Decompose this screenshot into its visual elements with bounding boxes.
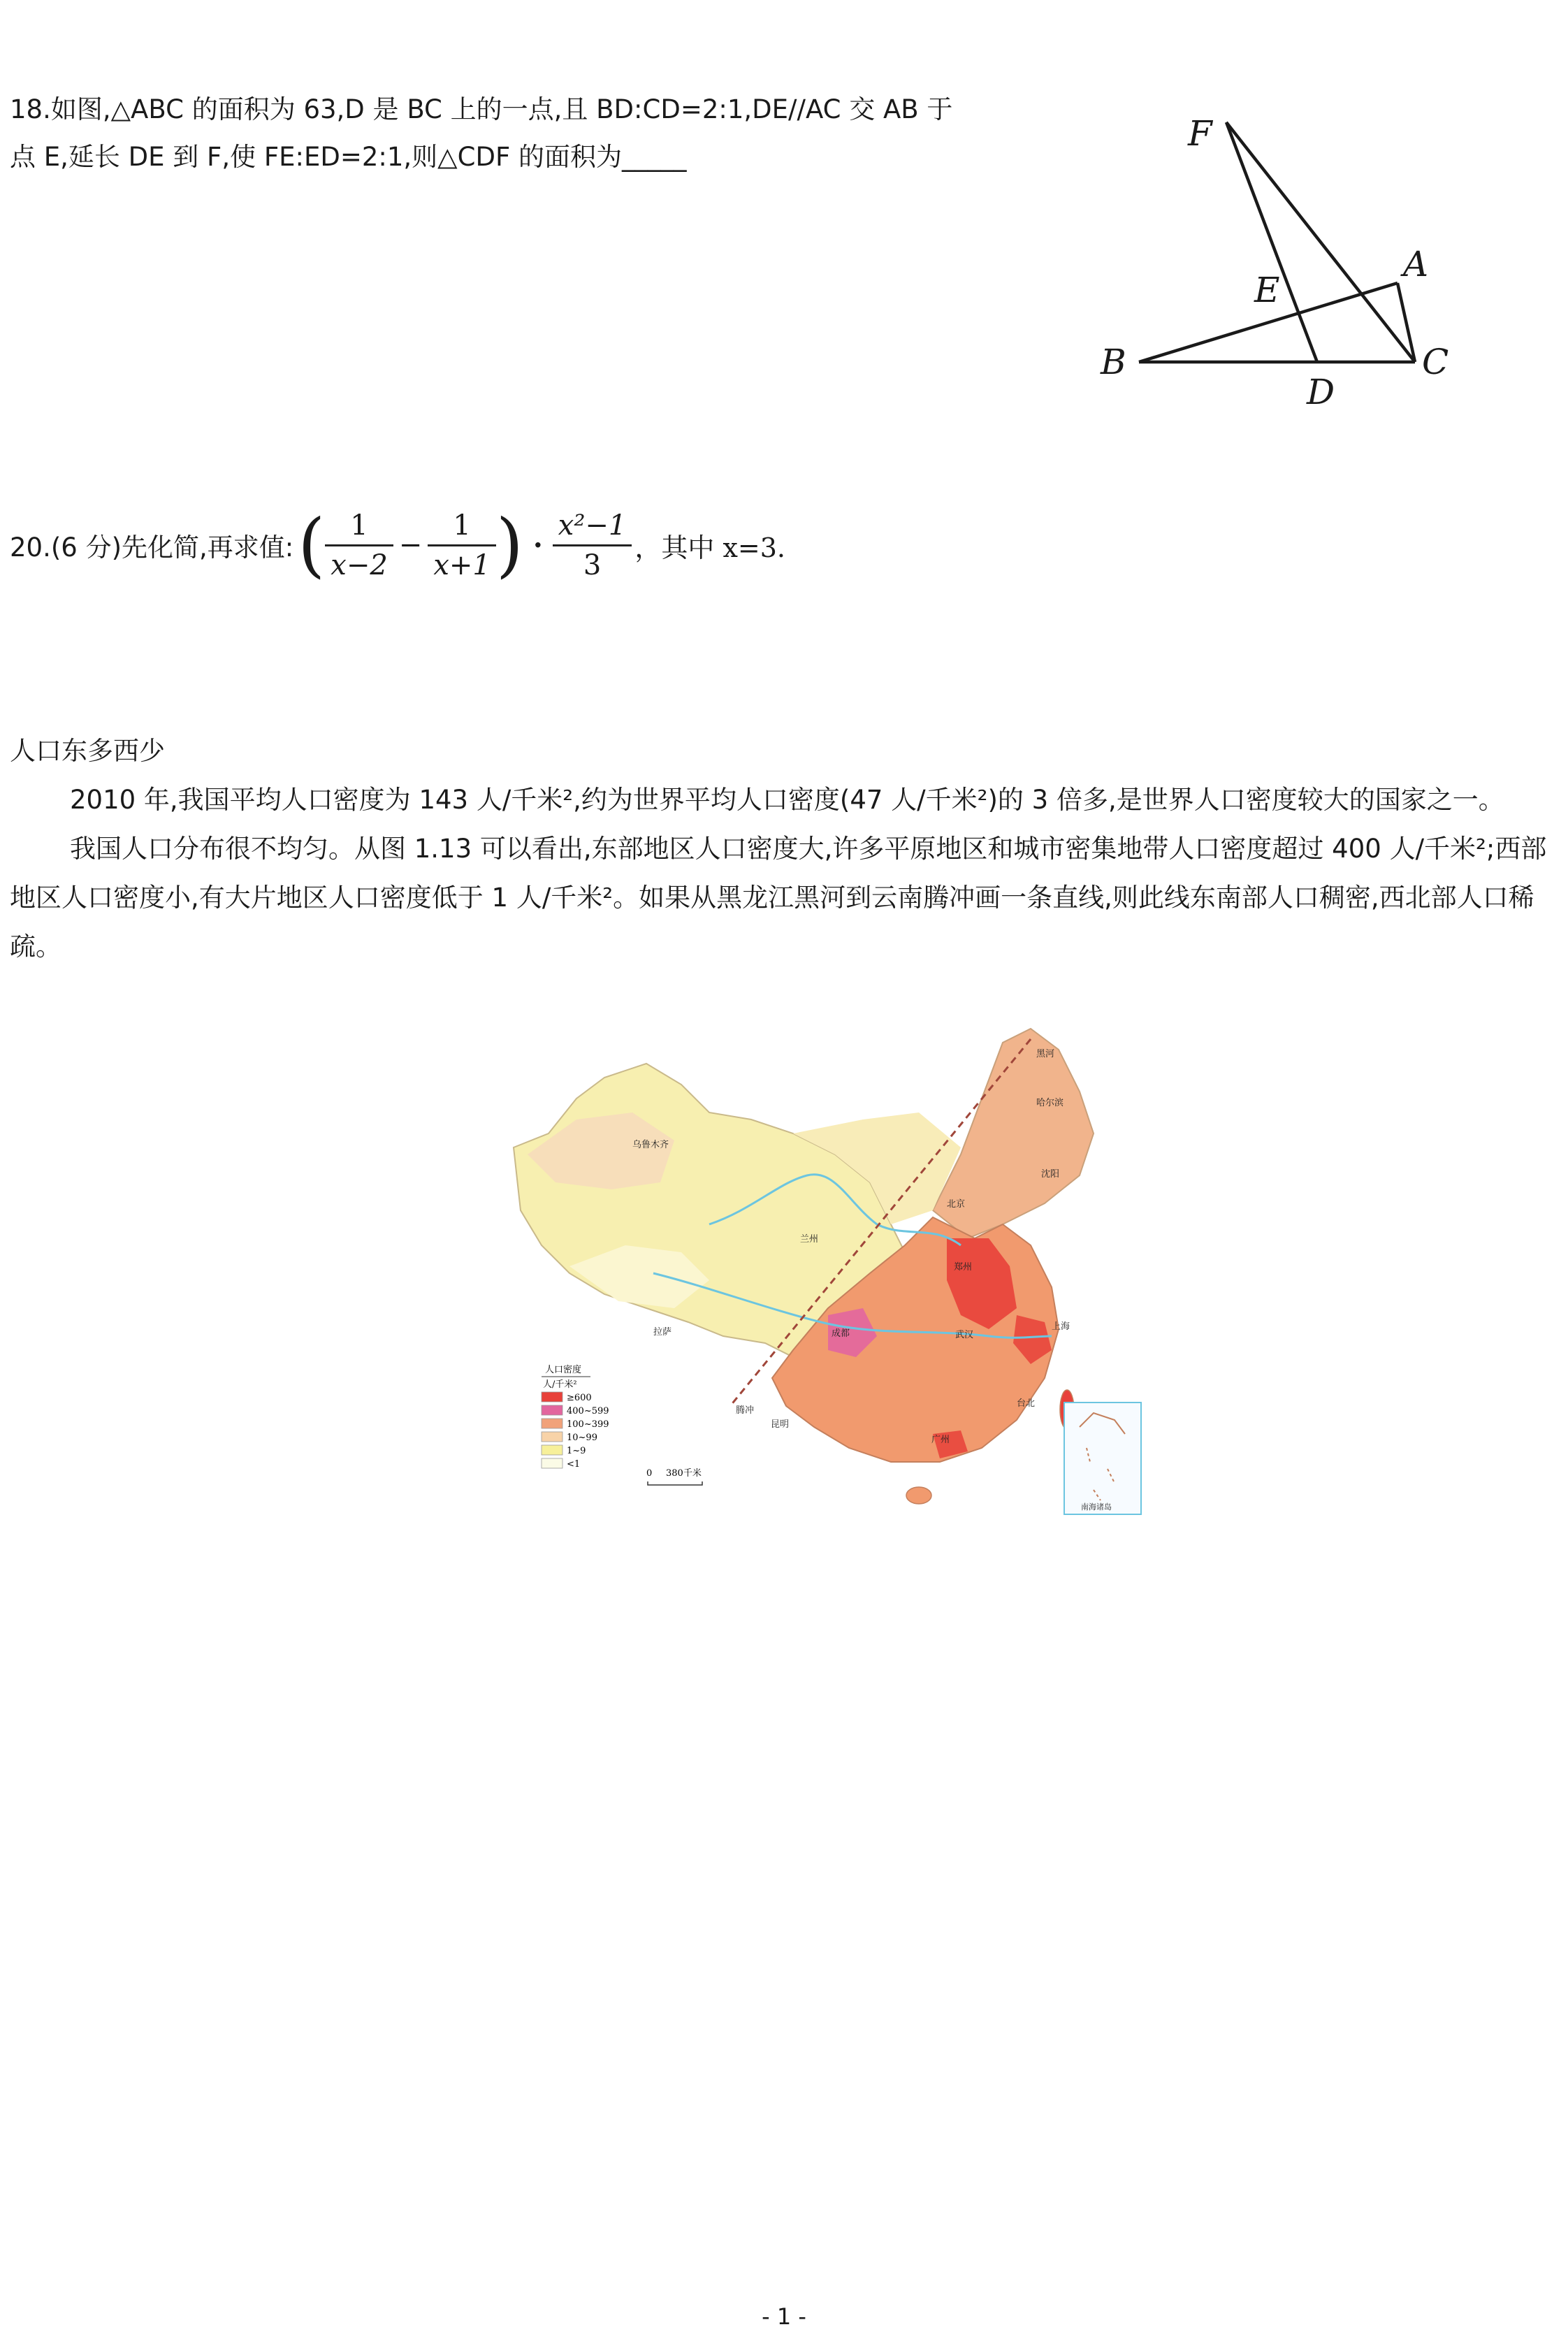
scale-label: 380千米: [666, 1468, 702, 1479]
legend-label: 1~9: [567, 1446, 586, 1456]
city-heihe: 黑河: [1036, 1049, 1055, 1059]
problem-20-prefix: 20.(6 分)先化简,再求值:: [10, 532, 294, 563]
left-paren: (: [298, 504, 326, 586]
triangle-figure: [1076, 105, 1495, 412]
legend-label: 100~399: [567, 1419, 609, 1430]
city-kunming: 昆明: [771, 1419, 790, 1430]
city-shanghai: 上海: [1052, 1321, 1070, 1332]
legend-label: <1: [567, 1459, 581, 1470]
inset-label: 南海诸岛: [1081, 1502, 1112, 1512]
problem-20-expression: [298, 504, 785, 586]
label-f: F: [1188, 113, 1212, 154]
city-shenyang: 沈阳: [1041, 1169, 1060, 1180]
problem-20-condition: ，其中 x=3.: [634, 532, 785, 563]
fraction-2-denominator: x+1: [433, 549, 491, 581]
legend-swatch: [542, 1405, 562, 1415]
section-heading: 人口东多西少: [10, 736, 165, 766]
city-chengdu: 成都: [832, 1328, 850, 1339]
fraction-1-denominator: x−2: [331, 549, 388, 581]
fraction-1: [325, 509, 393, 581]
city-zhengzhou: 郑州: [954, 1262, 973, 1273]
fraction-2: [428, 509, 496, 581]
label-d: D: [1307, 372, 1335, 412]
south-china-sea-inset: [1064, 1403, 1141, 1514]
minus-sign: −: [398, 529, 423, 561]
map-legend: [542, 1364, 609, 1470]
legend-items: [542, 1392, 609, 1470]
legend-label: 400~599: [567, 1406, 609, 1416]
scale-bar: [646, 1467, 702, 1485]
paragraph-2: 我国人口分布很不均匀。从图 1.13 可以看出,东部地区人口密度大,许多平原地区和城市密集地带人口密度超过 400 人/千米²;西部地区人口密度小,有大片地区人口密度低于 1 人/千米²。如果从黑龙江黑河到云南腾冲画一条直线,则此线东南部人口稠密,西北部人口稀疏。: [10, 834, 1547, 962]
section-body: [10, 776, 1558, 971]
city-lasa: 拉萨: [653, 1327, 672, 1338]
city-taibei: 台北: [1017, 1398, 1036, 1409]
fraction-1-numerator: 1: [325, 509, 393, 546]
legend-swatch: [542, 1432, 562, 1442]
label-a: A: [1403, 244, 1429, 284]
right-paren: ): [495, 504, 523, 586]
city-lanzhou: 兰州: [800, 1234, 819, 1245]
city-haerbin: 哈尔滨: [1036, 1098, 1064, 1108]
legend-label: ≥600: [567, 1393, 592, 1403]
city-beijing: 北京: [947, 1199, 966, 1210]
fraction-2-numerator: 1: [428, 509, 496, 546]
fraction-3-numerator: x²−1: [553, 509, 632, 546]
city-tengchong: 腾冲: [736, 1405, 755, 1416]
fraction-3: [553, 509, 632, 581]
city-guangzhou: 广州: [931, 1435, 950, 1445]
multiply-dot: ·: [532, 528, 543, 562]
label-b: B: [1101, 342, 1126, 382]
city-wuhan: 武汉: [955, 1330, 974, 1340]
legend-swatch: [542, 1445, 562, 1455]
legend-swatch: [542, 1458, 562, 1468]
legend-swatch: [542, 1419, 562, 1428]
label-c: C: [1422, 342, 1449, 382]
map-hainan: [906, 1487, 931, 1504]
label-e: E: [1254, 270, 1280, 310]
scale-zero: 0: [646, 1468, 653, 1479]
legend-title: 人口密度: [545, 1365, 582, 1375]
legend-label: 10~99: [567, 1433, 597, 1443]
city-urumqi: 乌鲁木齐: [632, 1140, 669, 1150]
paragraph-1: 2010 年,我国平均人口密度为 143 人/千米²,约为世界平均人口密度(47 人/千米²)的 3 倍多,是世界人口密度较大的国家之一。: [70, 785, 1504, 815]
problem-18-line-2: 点 E,延长 DE 到 F,使 FE:ED=2:1,则△CDF 的面积为_____: [10, 142, 687, 172]
segment-fd: [1226, 122, 1317, 362]
legend-swatch: [542, 1392, 562, 1402]
population-density-map: [500, 1015, 1149, 1518]
problem-18-line-1: 18.如图,△ABC 的面积为 63,D 是 BC 上的一点,且 BD:CD=2:1,DE//AC 交 AB 于: [10, 94, 953, 124]
page-number: - 1 -: [762, 2303, 806, 2330]
fraction-3-denominator: 3: [583, 549, 602, 581]
legend-unit: 人/千米²: [543, 1379, 577, 1390]
problem-20: [10, 496, 785, 594]
